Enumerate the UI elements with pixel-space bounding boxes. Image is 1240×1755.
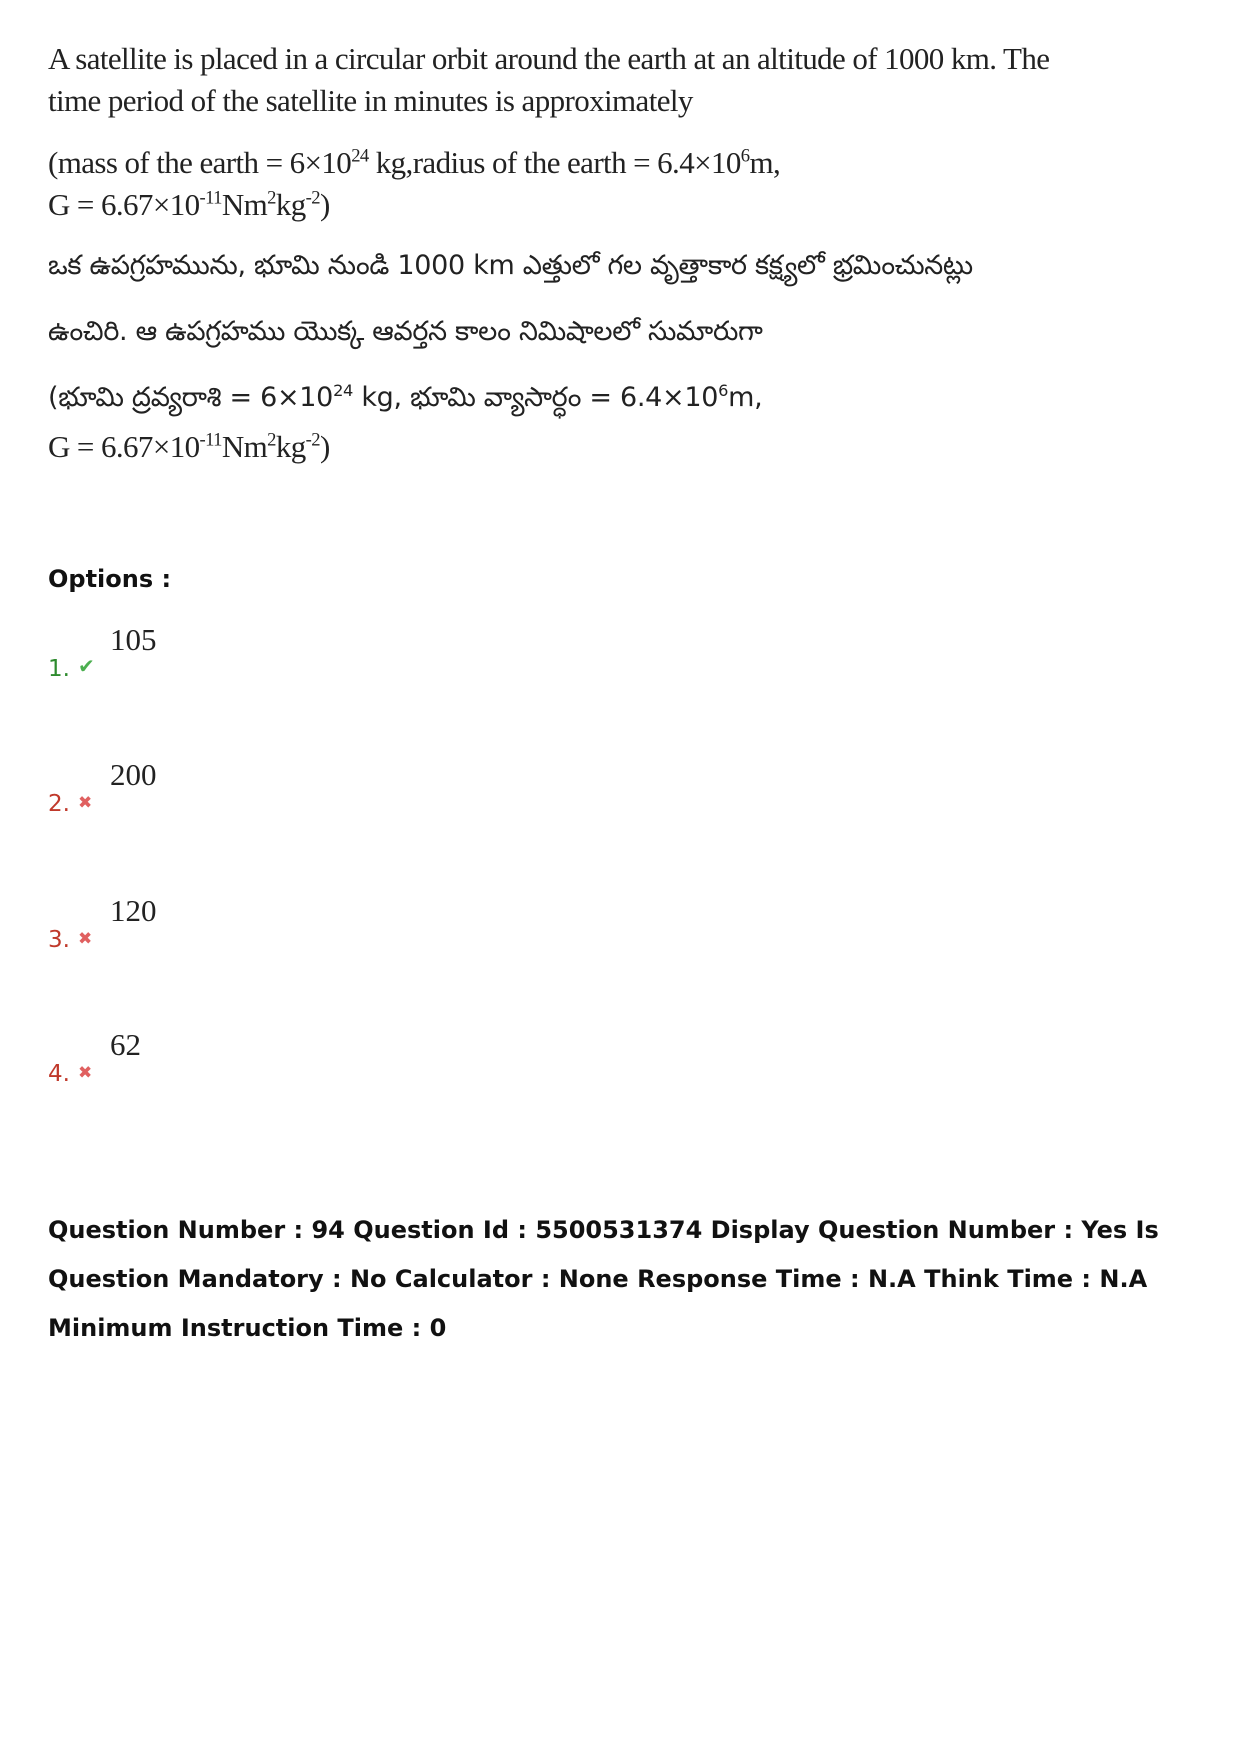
option-3[interactable] bbox=[48, 893, 448, 953]
option-4[interactable] bbox=[48, 1027, 448, 1087]
option-value: 105 bbox=[110, 622, 157, 657]
telugu-given-constants-line-2: $G = 6.67\times 10^{-11}Nm^2kg^{-2}$) bbox=[48, 429, 330, 464]
question-telugu-line-1: ఒక ఉపగ్రహమును, భూమి నుండి 1000 km ఎత్తులో గల వృత్తాకార కక్ష్యలో భ్రమించునట్లు bbox=[48, 250, 973, 281]
option-1[interactable] bbox=[48, 622, 448, 682]
option-number: 1. bbox=[48, 656, 70, 682]
option-value: 62 bbox=[110, 1027, 141, 1062]
question-telugu-line-2: ఉంచిరి. ఆ ఉపగ్రహము యొక్క ఆవర్తన కాలం నిమిషాలలో సుమారుగా bbox=[48, 316, 763, 347]
given-constants-line-2: $G = 6.67\times 10^{-11}Nm^2kg^{-2}$) bbox=[48, 187, 330, 222]
telugu-given-constants-line-1: (భూమి ద్రవ్యరాశి = $6\times 10^{24}$ kg, భూమి వ్యాసార్ధం = $6.4\times 10^6m$, bbox=[48, 381, 763, 413]
question-metadata: Question Number : 94 Question Id : 5500531374 Display Question Number : Yes Is Question Mandatory : No Calculator : None Response Time : N.A Think Time : N.A Minimum Instruction Time : 0 bbox=[48, 1216, 1159, 1342]
given-constants-line-1: (mass of the earth = $6\times 10^{24}$ kg,radius of the earth = $6.4\times 10^6m$, bbox=[48, 145, 781, 180]
question-english-line-1: A satellite is placed in a circular orbit around the earth at an altitude of 1000 km. The bbox=[48, 41, 1050, 76]
cross-icon: ✖ bbox=[78, 1063, 93, 1083]
option-number: 4. bbox=[48, 1061, 70, 1087]
check-icon: ✔ bbox=[78, 654, 95, 678]
cross-icon: ✖ bbox=[78, 929, 93, 949]
option-value: 200 bbox=[110, 757, 157, 792]
options-label: Options : bbox=[48, 565, 172, 593]
cross-icon: ✖ bbox=[78, 793, 93, 813]
option-number: 3. bbox=[48, 927, 70, 953]
option-number: 2. bbox=[48, 791, 70, 817]
question-english-line-2: time period of the satellite in minutes is approximately bbox=[48, 83, 693, 118]
option-2[interactable] bbox=[48, 757, 448, 817]
option-value: 120 bbox=[110, 893, 157, 928]
question-image bbox=[48, 38, 1050, 468]
